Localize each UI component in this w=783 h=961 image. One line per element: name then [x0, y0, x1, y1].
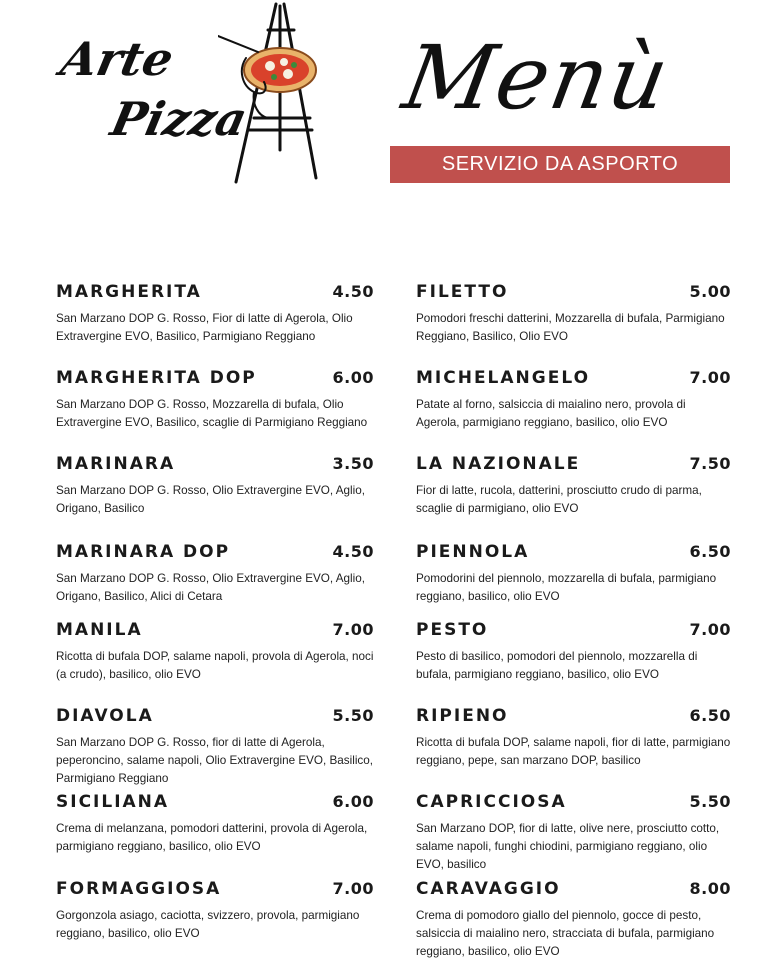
- item-price: 7.00: [332, 879, 374, 898]
- item-price: 4.50: [332, 542, 374, 561]
- item-description: San Marzano DOP G. Rosso, Olio Extravergine EVO, Aglio, Origano, Basilico, Alici di Cetara: [56, 572, 365, 603]
- menu-item: [56, 542, 374, 606]
- item-price: 5.50: [332, 706, 374, 725]
- item-price: 7.00: [332, 620, 374, 639]
- item-description: Fior di latte, rucola, datterini, prosciutto crudo di parma, scaglie di parmigiano, olio EVO: [416, 484, 702, 515]
- item-price: 4.50: [332, 282, 374, 301]
- item-name: MARINARA DOP: [56, 542, 231, 562]
- item-price: 3.50: [332, 454, 374, 473]
- menu-item: [56, 620, 374, 684]
- easel-pizza-icon: [218, 0, 338, 190]
- item-price: 8.00: [689, 879, 731, 898]
- item-description: Ricotta di bufala DOP, salame napoli, fior di latte, parmigiano reggiano, pepe, san marzano DOP, basilico: [416, 736, 731, 767]
- item-price: 5.50: [689, 792, 731, 811]
- item-price: 7.50: [689, 454, 731, 473]
- menu-item: [416, 368, 731, 432]
- item-description: Pesto di basilico, pomodori del piennolo, mozzarella di bufala, parmigiano reggiano, basilico, olio EVO: [416, 650, 698, 681]
- item-price: 5.00: [689, 282, 731, 301]
- item-name: LA NAZIONALE: [416, 454, 581, 474]
- item-description: Crema di pomodoro giallo del piennolo, gocce di pesto, salsiccia di maialino nero, stracciata di bufala, parmigiano reggiano, basilico, olio EVO: [416, 909, 715, 958]
- item-name: RIPIENO: [416, 706, 509, 726]
- item-name: MARGHERITA DOP: [56, 368, 257, 388]
- item-description: San Marzano DOP G. Rosso, fior di latte di Agerola, peperoncino, salame napoli, Olio Extravergine EVO, Basilico, Parmigiano Reggiano: [56, 736, 374, 785]
- item-name: DIAVOLA: [56, 706, 154, 726]
- menu-item: [56, 368, 374, 432]
- item-price: 7.00: [689, 620, 731, 639]
- item-name: SICILIANA: [56, 792, 170, 812]
- item-description: San Marzano DOP G. Rosso, Olio Extravergine EVO, Aglio, Origano, Basilico: [56, 484, 365, 515]
- menu-item: [56, 282, 374, 346]
- item-name: MARINARA: [56, 454, 176, 474]
- item-name: FORMAGGIOSA: [56, 879, 222, 899]
- logo-text-arte: Arte: [56, 32, 179, 86]
- item-name: MARGHERITA: [56, 282, 202, 302]
- item-name: FILETTO: [416, 282, 509, 302]
- menu-item: [416, 620, 731, 684]
- item-description: Crema di melanzana, pomodori datterini, provola di Agerola, parmigiano reggiano, basilico, olio EVO: [56, 822, 368, 853]
- menu-item: [416, 792, 731, 874]
- menu-item: [416, 879, 731, 961]
- service-banner: SERVIZIO DA ASPORTO: [390, 146, 730, 183]
- item-description: Ricotta di bufala DOP, salame napoli, provola di Agerola, noci (a crudo), basilico, olio EVO: [56, 650, 374, 681]
- menu-item: [56, 454, 374, 518]
- menu-item: [56, 879, 374, 943]
- brand-logo: [48, 0, 338, 190]
- item-description: Patate al forno, salsiccia di maialino nero, provola di Agerola, parmigiano reggiano, basilico, olio EVO: [416, 398, 686, 429]
- logo-text-pizza: Pizza: [106, 92, 252, 146]
- item-price: 6.50: [689, 706, 731, 725]
- menu-item: [56, 706, 374, 788]
- menu-item: [416, 282, 731, 346]
- menu-item: [416, 542, 731, 606]
- item-price: 7.00: [689, 368, 731, 387]
- menu-item: [416, 706, 731, 770]
- item-name: CAPRICCIOSA: [416, 792, 567, 812]
- item-description: Gorgonzola asiago, caciotta, svizzero, provola, parmigiano reggiano, basilico, olio EVO: [56, 909, 360, 940]
- item-name: PESTO: [416, 620, 489, 640]
- item-description: Pomodorini del piennolo, mozzarella di bufala, parmigiano reggiano, basilico, olio EVO: [416, 572, 717, 603]
- item-description: San Marzano DOP G. Rosso, Fior di latte di Agerola, Olio Extravergine EVO, Basilico, Parmigiano Reggiano: [56, 312, 353, 343]
- item-price: 6.00: [332, 368, 374, 387]
- item-description: San Marzano DOP G. Rosso, Mozzarella di bufala, Olio Extravergine EVO, Basilico, scaglie di Parmigiano Reggiano: [56, 398, 368, 429]
- item-name: MICHELANGELO: [416, 368, 591, 388]
- item-description: Pomodori freschi datterini, Mozzarella di bufala, Parmigiano Reggiano, Basilico, Olio EVO: [416, 312, 725, 343]
- item-name: MANILA: [56, 620, 143, 640]
- item-description: San Marzano DOP, fior di latte, olive nere, prosciutto cotto, salame napoli, funghi chiodini, parmigiano reggiano, olio EVO, basilico: [416, 822, 720, 871]
- menu-item: [416, 454, 731, 518]
- menu-title: Menù: [396, 26, 678, 129]
- item-name: PIENNOLA: [416, 542, 530, 562]
- menu-item: [56, 792, 374, 856]
- item-name: CARAVAGGIO: [416, 879, 561, 899]
- item-price: 6.00: [332, 792, 374, 811]
- item-price: 6.50: [689, 542, 731, 561]
